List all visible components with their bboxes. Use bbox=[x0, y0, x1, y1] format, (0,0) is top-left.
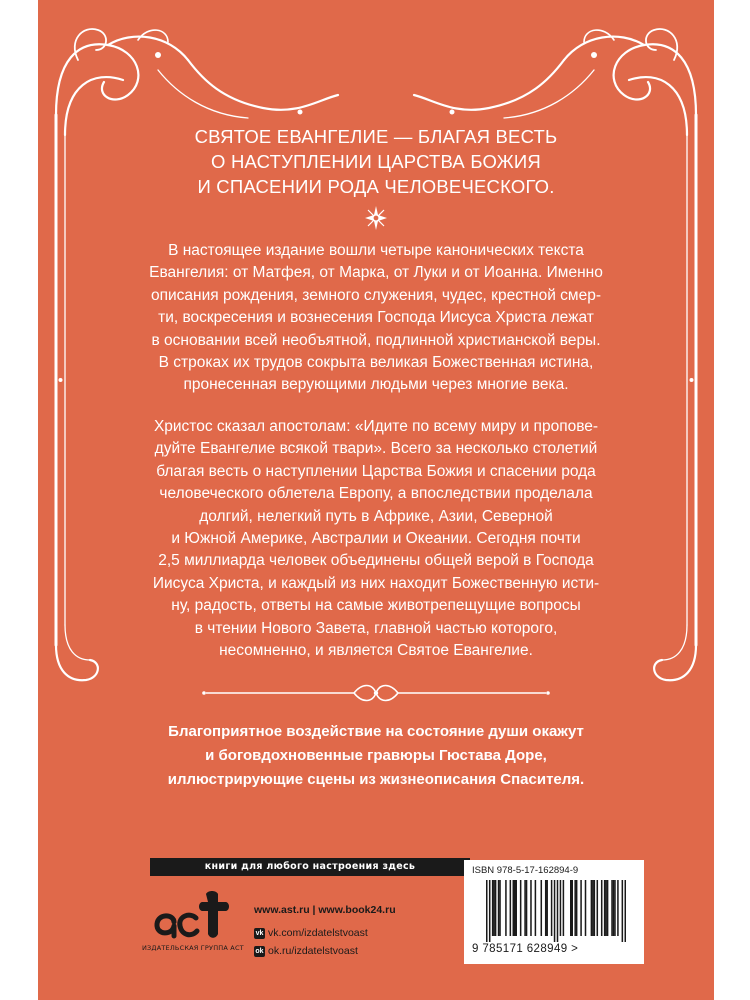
paragraph-1 bbox=[98, 240, 654, 397]
paragraph-line: Христос сказал апостолам: «Идите по всему миру и пропове- bbox=[153, 418, 599, 435]
paragraph-line: благая весть о наступлении Царства Божия и спасении рода bbox=[156, 462, 596, 480]
vk-icon: vk bbox=[255, 929, 264, 937]
paragraph-line: описания рождения, земного служения, чудес, крестной смер- bbox=[150, 286, 601, 304]
barcode bbox=[486, 880, 626, 942]
barcode-bar bbox=[607, 880, 609, 936]
paragraph-line: ну, радость, ответы на самые животрепещущие вопросы bbox=[171, 597, 581, 615]
barcode-bar bbox=[611, 880, 613, 936]
barcode-bar bbox=[560, 880, 562, 936]
barcode-bar bbox=[546, 880, 548, 936]
barcode-bar bbox=[613, 880, 615, 936]
barcode-bar bbox=[563, 880, 565, 936]
highlight-line: и боговдохновенные гравюры Гюстава Доре, bbox=[205, 747, 547, 764]
barcode-bar bbox=[585, 880, 587, 936]
barcode-bar bbox=[498, 880, 500, 936]
barcode-bar bbox=[622, 880, 624, 942]
barcode-bar bbox=[514, 880, 516, 936]
ok-link[interactable] bbox=[254, 944, 358, 958]
highlight-line: Благоприятное воздействие на состояние души окажут bbox=[168, 723, 584, 740]
barcode-bar bbox=[557, 880, 559, 942]
barcode-bar bbox=[492, 880, 494, 936]
paragraph-line: В настоящее издание вошли четыре канонических текста bbox=[168, 242, 584, 259]
barcode-bar bbox=[551, 880, 553, 936]
headline-line: И СПАСЕНИИ РОДА ЧЕЛОВЕЧЕСКОГО. bbox=[197, 176, 555, 197]
headline bbox=[38, 124, 714, 199]
barcode-bar bbox=[513, 880, 515, 936]
barcode-bar bbox=[571, 880, 573, 936]
barcode-bar bbox=[545, 880, 547, 936]
barcode-bar bbox=[515, 880, 517, 936]
corner-ornament-top-right bbox=[414, 29, 696, 135]
barcode-bar bbox=[570, 880, 572, 936]
isbn-number: ISBN 978-5-17-162894-9 bbox=[472, 865, 579, 876]
ok-link-text: ok.ru/izdatelstvoast bbox=[268, 945, 358, 957]
corner-ornament-bottom-right bbox=[654, 625, 696, 680]
headline-line: СВЯТОЕ ЕВАНГЕЛИЕ — БЛАГАЯ ВЕСТЬ bbox=[194, 126, 558, 147]
highlight-text bbox=[38, 720, 714, 792]
paragraph-line: Иисуса Христа, и каждый из них находит Божественную исти- bbox=[152, 574, 600, 592]
paragraph-line: дуйте Евангелие всякой твари». Всего за несколько столетий bbox=[154, 440, 598, 458]
barcode-bar bbox=[495, 880, 497, 936]
barcode-bar bbox=[520, 880, 522, 936]
corner-ornament-bottom-left bbox=[56, 625, 98, 680]
barcode-digits: 9 785171 628949 > bbox=[472, 943, 579, 955]
paragraph-line: ти, воскресения и вознесения Господа Иисуса Христа лежат bbox=[158, 309, 594, 327]
barcode-bar bbox=[535, 880, 537, 936]
barcode-bar bbox=[505, 880, 507, 936]
paragraph-line: в основании всей необъятной, подлинной христианской веры. bbox=[151, 331, 601, 349]
barcode-bar bbox=[604, 880, 606, 936]
paragraph-line: и Южной Америке, Австралии и Океании. Сегодня почти bbox=[171, 530, 581, 548]
paragraph-line: 2,5 миллиарда человек объединены общей верой в Господа bbox=[158, 552, 594, 570]
barcode-bar bbox=[493, 880, 495, 936]
barcode-bar bbox=[605, 880, 607, 936]
barcode-bar bbox=[554, 880, 556, 942]
tagline-banner: книги для любого настроения здесь bbox=[150, 858, 470, 876]
vk-link-text: vk.com/izdatelstvoast bbox=[268, 927, 368, 939]
ast-logo bbox=[150, 886, 234, 944]
paragraph-line: В строках их трудов сокрыта великая Божественная истина, bbox=[158, 354, 594, 372]
book-back-cover bbox=[38, 0, 714, 1000]
barcode-bar bbox=[574, 880, 576, 936]
paragraph-line: долгий, нелегкий путь в Африке, Азии, Северной bbox=[199, 507, 553, 525]
barcode-bar bbox=[576, 880, 578, 936]
barcode-bar bbox=[489, 880, 491, 942]
highlight-line: иллюстрирующие сцены из жизнеописания Спасителя. bbox=[167, 771, 585, 788]
websites-link[interactable]: www.ast.ru | www.book24.ru bbox=[254, 904, 396, 916]
barcode-bar bbox=[580, 880, 582, 936]
barcode-bar bbox=[601, 880, 603, 936]
barcode-bar bbox=[524, 880, 526, 936]
barcode-bar bbox=[592, 880, 594, 936]
paragraph-line: человеческого облетела Европу, а впоследствии проделала bbox=[159, 485, 593, 503]
barcode-bar bbox=[594, 880, 596, 936]
paragraph-line: Евангелия: от Матфея, от Марка, от Луки и от Иоанна. Именно bbox=[149, 264, 603, 282]
vk-link[interactable] bbox=[254, 926, 368, 940]
barcode-bar bbox=[617, 880, 619, 936]
paragraph-line: несомненно, и является Святое Евангелие. bbox=[219, 642, 533, 660]
barcode-bar bbox=[486, 880, 488, 942]
logo-caption: ИЗДАТЕЛЬСКАЯ ГРУППА АСТ bbox=[142, 944, 244, 952]
isbn-barcode-box bbox=[464, 860, 644, 964]
divider-ornament bbox=[196, 681, 556, 705]
barcode-bar bbox=[510, 880, 512, 936]
barcode-bar bbox=[614, 880, 616, 936]
barcode-bar bbox=[591, 880, 593, 936]
star-ornament-icon bbox=[362, 204, 390, 232]
corner-ornament-top-left bbox=[56, 29, 338, 135]
barcode-bar bbox=[526, 880, 528, 936]
barcode-bar bbox=[597, 880, 599, 936]
barcode-bar bbox=[541, 880, 543, 936]
headline-line: О НАСТУПЛЕНИИ ЦАРСТВА БОЖИЯ bbox=[211, 151, 541, 172]
paragraph-line: в чтении Нового Завета, главной частью которого, bbox=[194, 619, 558, 637]
barcode-bar bbox=[499, 880, 501, 936]
paragraph-line: пронесенная верующими людьми через многие века. bbox=[183, 376, 569, 394]
barcode-bar bbox=[625, 880, 626, 942]
barcode-bar bbox=[530, 880, 532, 936]
paragraph-2 bbox=[98, 416, 654, 662]
ok-icon: ok bbox=[255, 947, 264, 955]
